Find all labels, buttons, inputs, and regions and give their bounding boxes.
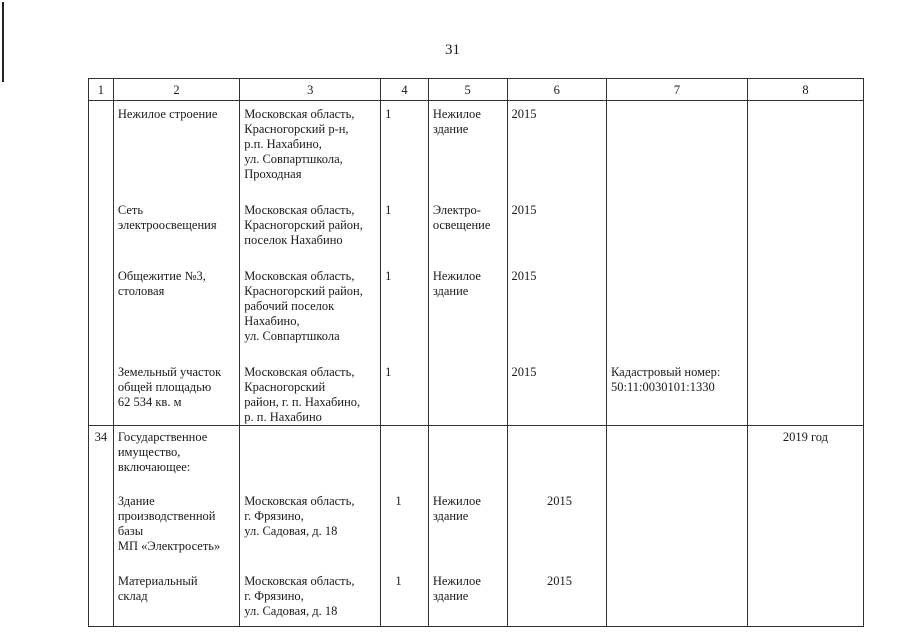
table-cell-c1 [89,101,114,198]
table-row [89,490,864,570]
cell-text: Электро- освещение [432,203,491,232]
cell-text: Московская область, Красногорский район, поселок Нахабино [244,203,363,247]
cell-text: 1 [385,365,392,379]
cell-text: 1 [385,269,392,283]
cell-text: Нежилое здание [432,107,481,136]
table-row [89,570,864,627]
table-cell-c8 [747,263,863,359]
table-row [89,263,864,359]
table-cell-c8 [747,359,863,426]
cell-text: Материальный склад [117,574,198,603]
cell-text: 2015 [547,494,572,508]
table-cell-c5 [428,263,507,359]
cell-text: Земельный участок общей площадью 62 534 кв. м [117,365,222,409]
table-cell-c7 [607,490,748,570]
table-cell-c8 [747,490,863,570]
table-cell-c3 [240,359,381,426]
column-header: 1 [89,79,114,101]
table-cell-c1 [89,359,114,426]
table-cell-c3 [240,490,381,570]
table-cell-c6 [507,197,606,263]
column-header: 7 [607,79,748,101]
table-cell-c5 [428,359,507,426]
table-cell-c2 [113,197,239,263]
table-cell-c6 [507,359,606,426]
cell-text: Нежилое здание [432,494,481,523]
column-header: 6 [507,79,606,101]
table-cell-c4 [381,101,429,198]
column-header: 3 [240,79,381,101]
table-cell-c7 [607,197,748,263]
column-header: 5 [428,79,507,101]
table-cell-c3 [240,570,381,627]
table-cell-c7 [607,359,748,426]
table-cell-c2 [113,101,239,198]
table-cell-c7 [607,570,748,627]
table-row [89,359,864,426]
table-cell-c4 [381,426,429,491]
table-cell-c2 [113,359,239,426]
property-table [88,78,864,627]
cell-text: Московская область, Красногорский р-н, р.п. Нахабино, ул. Совпартшкола, Проходная [244,107,355,181]
table-cell-c2 [113,426,239,491]
table-row [89,426,864,491]
cell-text: 1 [385,203,392,217]
cell-text: Нежилое строение [117,107,218,121]
table-cell-c1 [89,263,114,359]
table-cell-c6 [507,490,606,570]
table-cell-c5 [428,490,507,570]
table-cell-c5 [428,101,507,198]
cell-text: 1 [395,494,402,508]
table-cell-c7 [607,263,748,359]
cell-text: Московская область, Красногорский район, рабочий поселок Нахабино, ул. Совпартшкола [244,269,363,343]
cell-text: Государственное имущество, включающее: [117,430,208,474]
cell-text: 2015 [511,365,537,379]
page-number: 31 [445,42,460,58]
table-cell-c8 [747,101,863,198]
table-cell-c7 [607,426,748,491]
cell-text: 1 [395,574,402,588]
table-cell-c4 [381,359,429,426]
table-cell-c7 [607,101,748,198]
table-cell-c8 [747,426,863,491]
cell-text: Московская область, Красногорский район, г. п. Нахабино, р. п. Нахабино [244,365,361,424]
column-header: 2 [113,79,239,101]
table-row [89,101,864,198]
table-cell-c4 [381,570,429,627]
cell-text: Общежитие №3, столовая [117,269,206,298]
table-cell-c4 [381,197,429,263]
table-cell-c1 [89,490,114,570]
table-cell-c4 [381,263,429,359]
table-cell-c2 [113,263,239,359]
table-cell-c4 [381,490,429,570]
table-cell-c1 [89,426,114,491]
table-cell-c8 [747,570,863,627]
table-header-row [89,79,864,101]
table-cell-c3 [240,101,381,198]
cell-text: 34 [94,430,108,444]
table-cell-c1 [89,197,114,263]
table-cell-c8 [747,197,863,263]
cell-text: Здание производственной базы МП «Электросеть» [117,494,221,553]
table-cell-c6 [507,570,606,627]
cell-text: Кадастровый номер: 50:11:0030101:1330 [611,365,721,394]
table-cell-c6 [507,426,606,491]
cell-text: Московская область, г. Фрязино, ул. Садовая, д. 18 [244,494,355,538]
table-cell-c3 [240,197,381,263]
cell-text: Московская область, г. Фрязино, ул. Садовая, д. 18 [244,574,355,618]
cell-text: Нежилое здание [432,574,481,603]
table-cell-c2 [113,570,239,627]
table-row [89,197,864,263]
cell-text: 2015 [511,107,537,121]
cell-text: Сеть электроосвещения [117,203,217,232]
table-cell-c3 [240,263,381,359]
column-header: 4 [381,79,429,101]
table-cell-c5 [428,197,507,263]
table-cell-c5 [428,570,507,627]
cell-text: 2019 год [782,430,829,444]
cell-text: 1 [385,107,392,121]
table-cell-c2 [113,490,239,570]
cell-text: Нежилое здание [432,269,481,298]
column-header: 8 [747,79,863,101]
table-cell-c6 [507,101,606,198]
table-cell-c1 [89,570,114,627]
cell-text: 2015 [547,574,572,588]
table-cell-c3 [240,426,381,491]
cell-text: 2015 [511,203,537,217]
table-cell-c5 [428,426,507,491]
table-cell-c6 [507,263,606,359]
cell-text: 2015 [511,269,537,283]
